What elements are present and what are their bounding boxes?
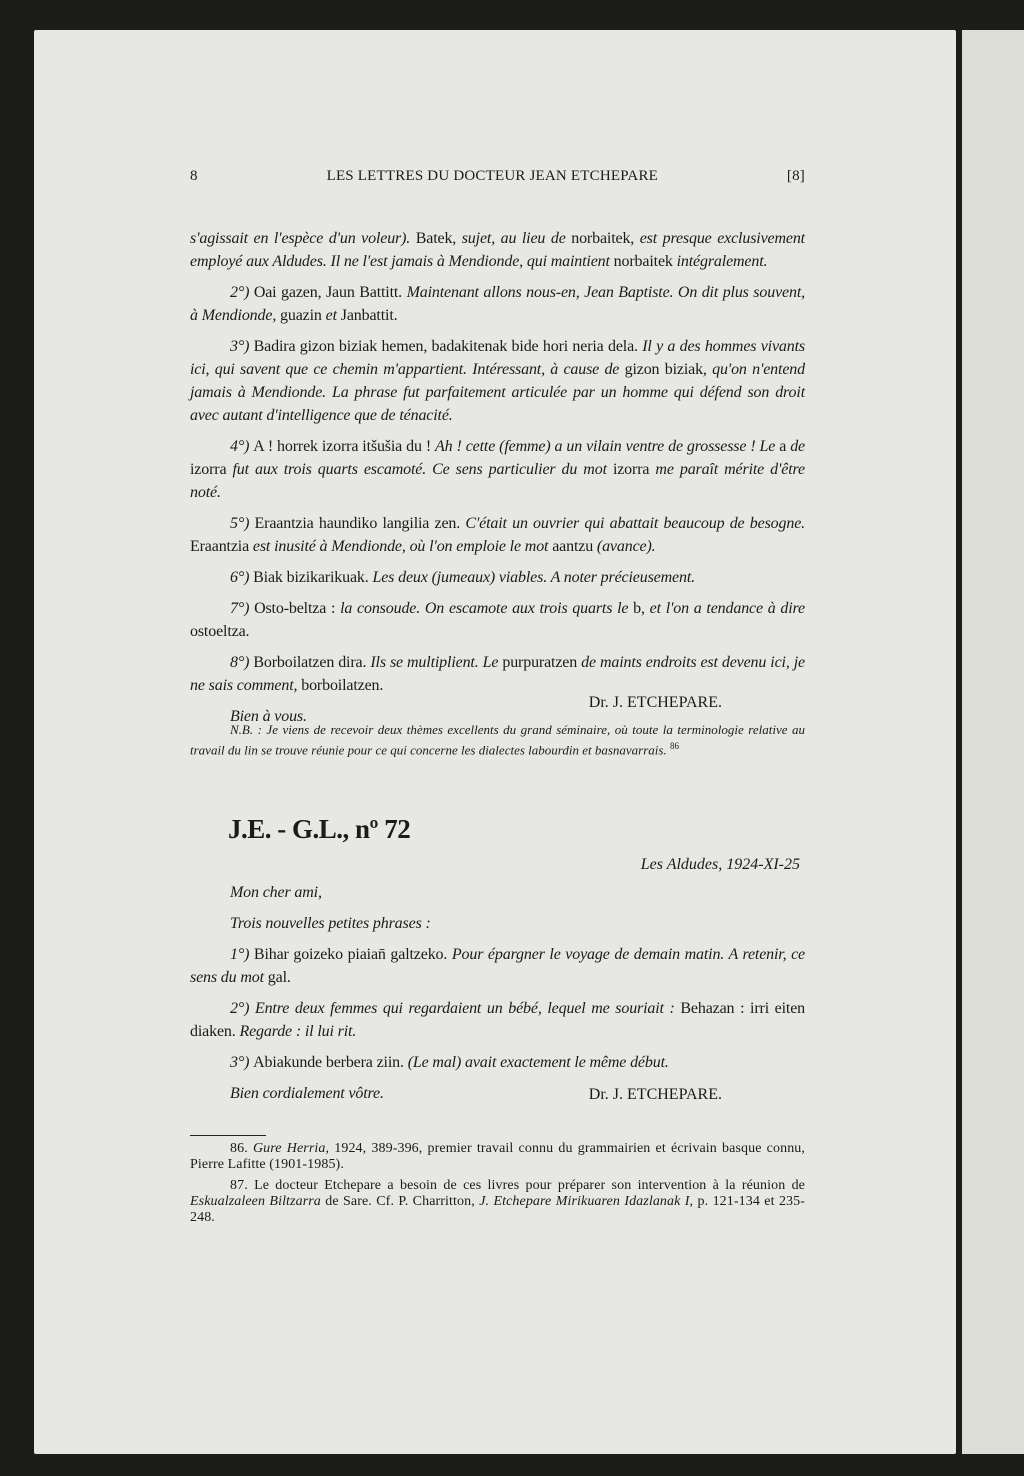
roman-text: 1924, 389-396, premier travail connu du grammairien et écrivain basque connu, Pierre Lafitte (1901-1985).	[190, 1141, 805, 1172]
roman-text: de Sare. Cf. P. Charritton,	[325, 1194, 480, 1209]
roman-text: Abiakunde berbera ziin.	[253, 1054, 408, 1071]
running-title: LES LETTRES DU DOCTEUR JEAN ETCHEPARE	[326, 168, 659, 184]
footnotes	[190, 1141, 805, 1231]
paragraph	[190, 597, 805, 643]
nota-bene	[190, 722, 805, 758]
facing-page-edge	[962, 30, 1024, 1454]
roman-text: Borboilatzen dira.	[253, 654, 371, 671]
italic-text: 7°)	[230, 600, 255, 617]
paragraph	[190, 566, 805, 589]
roman-text: aantzu	[552, 538, 597, 555]
italic-text: Ils se multiplient. Le	[370, 654, 503, 671]
italic-text: intégralement.	[676, 253, 768, 270]
italic-text: 8°)	[230, 654, 254, 671]
paragraph	[190, 281, 805, 327]
paragraph	[190, 943, 805, 989]
italic-text: Mon cher ami,	[230, 884, 322, 901]
roman-text: gizon biziak,	[624, 361, 713, 378]
roman-text: Badira gizon biziak hemen, badakitenak bide hori neria dela.	[253, 338, 643, 355]
roman-text: b,	[633, 600, 650, 617]
roman-text: ostoeltza.	[190, 623, 250, 640]
italic-text: me paraît mérite d'être noté.	[190, 461, 805, 501]
paragraph	[190, 512, 805, 558]
roman-text: Batek,	[415, 230, 462, 247]
roman-text: Bihar goizeko piaian̄ galtzeko.	[253, 946, 452, 963]
italic-text: de	[790, 438, 805, 455]
roman-text: guazin	[280, 307, 326, 324]
italic-text: Trois nouvelles petites phrases :	[230, 915, 431, 932]
paragraph	[190, 335, 805, 427]
letter-2-body	[190, 881, 805, 1113]
italic-text: et l'on a tendance à dire	[649, 600, 805, 617]
paragraph	[190, 227, 805, 273]
italic-text: 2°) Entre deux femmes qui regardaient un bébé, lequel me souriait :	[230, 1000, 681, 1017]
roman-text: norbaitek,	[571, 230, 640, 247]
italic-text: Gure Herria,	[252, 1141, 335, 1156]
italic-text: 3°)	[230, 1054, 254, 1071]
roman-text: 86.	[230, 1141, 253, 1156]
page-reference: [8]	[786, 168, 805, 184]
roman-text: purpuratzen	[502, 654, 582, 671]
italic-text: Bien cordialement vôtre.	[230, 1085, 384, 1102]
italic-text: de maints endroits est devenu ici, je ne sais comment,	[190, 654, 805, 694]
italic-text: qu'on n'entend jamais à Mendionde. La phrase fut parfaitement articulée par un homme qui défend son droit avec autant d'intelligence que de ténacité.	[190, 361, 805, 424]
paragraph	[190, 1051, 805, 1074]
paragraph	[190, 1141, 805, 1173]
letter-2-signature: Dr. J. ETCHEPARE.	[588, 1086, 722, 1103]
roman-text: Eraantzia haundiko langilia zen.	[254, 515, 466, 532]
roman-text: gal.	[267, 969, 291, 986]
italic-text: sujet, au lieu de	[461, 230, 572, 247]
roman-text: norbaitek	[613, 253, 677, 270]
roman-text: a	[779, 438, 791, 455]
paragraph	[190, 435, 805, 504]
letter-1-body	[190, 227, 805, 736]
italic-text: Ah ! cette (femme) a un vilain ventre de grossesse ! Le	[435, 438, 780, 455]
roman-text: A ! horrek izorra itšušia du !	[253, 438, 436, 455]
italic-text: 6°)	[230, 569, 254, 586]
italic-text: Maintenant allons nous-en, Jean Baptiste. On dit plus souvent, à Mendionde,	[190, 284, 805, 324]
page-number: 8	[190, 168, 198, 184]
italic-text: 4°)	[230, 438, 254, 455]
paragraph	[190, 1178, 805, 1226]
roman-text: borboilatzen.	[301, 677, 384, 694]
roman-text: Eraantzia	[190, 538, 253, 555]
roman-text: Osto-beltza :	[254, 600, 341, 617]
roman-text: 87. Le docteur Etchepare a besoin de ces livres pour préparer son intervention à la réunion de	[230, 1178, 805, 1193]
italic-text: s'agissait en l'espèce d'un voleur).	[190, 230, 416, 247]
nota-bene-text: N.B. : Je viens de recevoir deux thèmes excellents du grand séminaire, où toute la terminologie relative au travail du lin se trouve réunie pour ce qui concerne les dialectes labourdin et basnavarrais.	[190, 722, 805, 758]
running-header	[190, 168, 805, 185]
italic-text: J. Etchepare Mirikuaren Idazlanak I,	[479, 1194, 698, 1209]
roman-text: izorra	[190, 461, 233, 478]
footnote-ref-86: 86	[669, 741, 679, 751]
paragraph	[190, 912, 805, 935]
italic-text: (Le mal) avait exactement le même début.	[407, 1054, 669, 1071]
roman-text: izorra	[612, 461, 656, 478]
paragraph	[190, 881, 805, 904]
footnote-separator	[190, 1135, 266, 1136]
italic-text: (avance).	[596, 538, 656, 555]
italic-text: et	[325, 307, 341, 324]
italic-text: Bien à vous.	[230, 708, 307, 725]
italic-text: la consoude. On escamote aux trois quarts le	[340, 600, 634, 617]
letter-1-signature: Dr. J. ETCHEPARE.	[588, 694, 722, 711]
roman-text: Janbattit.	[340, 307, 398, 324]
letter-2-heading: J.E. - G.L., nº 72	[228, 814, 411, 844]
italic-text: Eskualzaleen Biltzarra	[190, 1194, 326, 1209]
letter-2-date: Les Aldudes, 1924-XI-25	[640, 856, 800, 873]
italic-text: 5°)	[230, 515, 255, 532]
roman-text: Oai gazen, Jaun Battitt.	[253, 284, 407, 301]
roman-text: p. 121-134 et 235-248.	[190, 1194, 806, 1225]
italic-text: 3°)	[230, 338, 254, 355]
paragraph	[190, 651, 805, 697]
italic-text: 2°)	[230, 284, 254, 301]
italic-text: 1°)	[230, 946, 254, 963]
italic-text: Les deux (jumeaux) viables. A noter précieusement.	[372, 569, 695, 586]
italic-text: Pour épargner le voyage de demain matin. A retenir, ce sens du mot	[190, 946, 805, 986]
italic-text: Il y a des hommes vivants ici, qui savent que ce chemin m'appartient. Intéressant, à cause de	[190, 338, 805, 378]
italic-text: fut aux trois quarts escamoté. Ce sens particulier du mot	[232, 461, 613, 478]
paragraph	[190, 997, 805, 1043]
italic-text: C'était un ouvrier qui abattait beaucoup de besogne.	[465, 515, 805, 532]
italic-text: Regarde : il lui rit.	[239, 1023, 357, 1040]
italic-text: est presque exclusivement employé aux Aldudes. Il ne l'est jamais à Mendionde, qui maintient	[190, 230, 805, 270]
roman-text: Biak bizikarikuak.	[253, 569, 373, 586]
italic-text: est inusité à Mendionde, où l'on emploie le mot	[252, 538, 553, 555]
roman-text: Behazan : irri eiten diaken.	[190, 1000, 805, 1040]
